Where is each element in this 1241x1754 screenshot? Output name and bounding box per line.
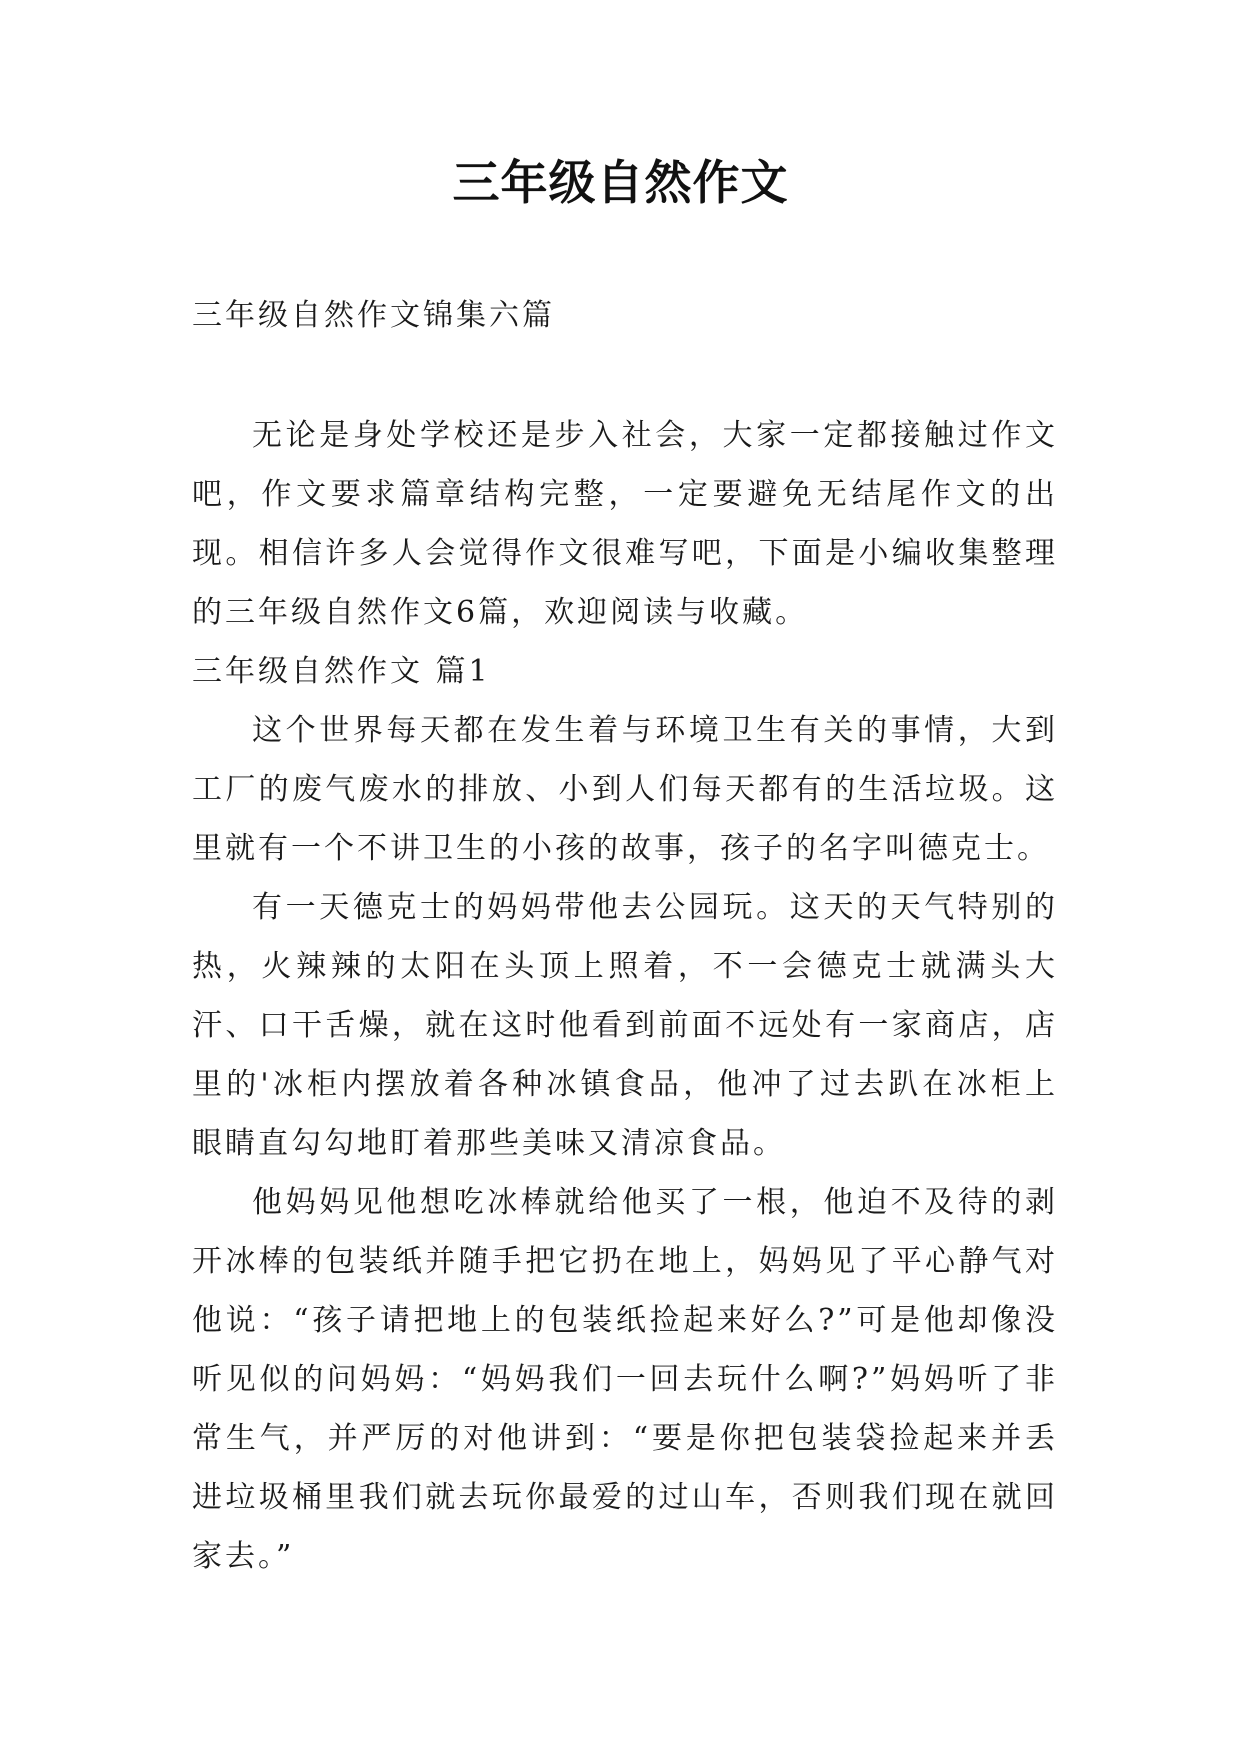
body-paragraph: 有一天德克士的妈妈带他去公园玩。这天的天气特别的热，火辣辣的太阳在头顶上照着，不一会德克士就满头大汗、口干舌燥，就在这时他看到前面不远处有一家商店，店里的'冰柜内摆放着各种冰镇食品，他冲了过去趴在冰柜上眼睛直勾勾地盯着那些美味又清凉食品。 [192, 890, 1058, 1161]
document-subtitle: 三年级自然作文锦集六篇 [192, 298, 555, 333]
body-paragraph: 这个世界每天都在发生着与环境卫生有关的事情，大到工厂的废气废水的排放、小到人们每天都有的生活垃圾。这里就有一个不讲卫生的小孩的故事，孩子的名字叫德克士。 [192, 713, 1058, 866]
body-paragraph: 他妈妈见他想吃冰棒就给他买了一根，他迫不及待的剥开冰棒的包装纸并随手把它扔在地上，妈妈见了平心静气对他说：“孩子请把地上的包装纸捡起来好么?”可是他却像没听见似的问妈妈：“妈妈我们一回去玩什么啊?”妈妈听了非常生气，并严厉的对他讲到：“要是你把包装袋捡起来并丢进垃圾桶里我们就去玩你最爱的过山车，否则我们现在就回家去。” [192, 1185, 1058, 1574]
document-title: 三年级自然作文 [452, 156, 789, 211]
section-heading: 三年级自然作文 篇1 [192, 654, 491, 689]
document-body [192, 406, 1058, 1586]
intro-paragraph: 无论是身处学校还是步入社会，大家一定都接触过作文吧，作文要求篇章结构完整，一定要避免无结尾作文的出现。相信许多人会觉得作文很难写吧，下面是小编收集整理的三年级自然作文6篇，欢迎阅读与收藏。 [192, 418, 1058, 630]
